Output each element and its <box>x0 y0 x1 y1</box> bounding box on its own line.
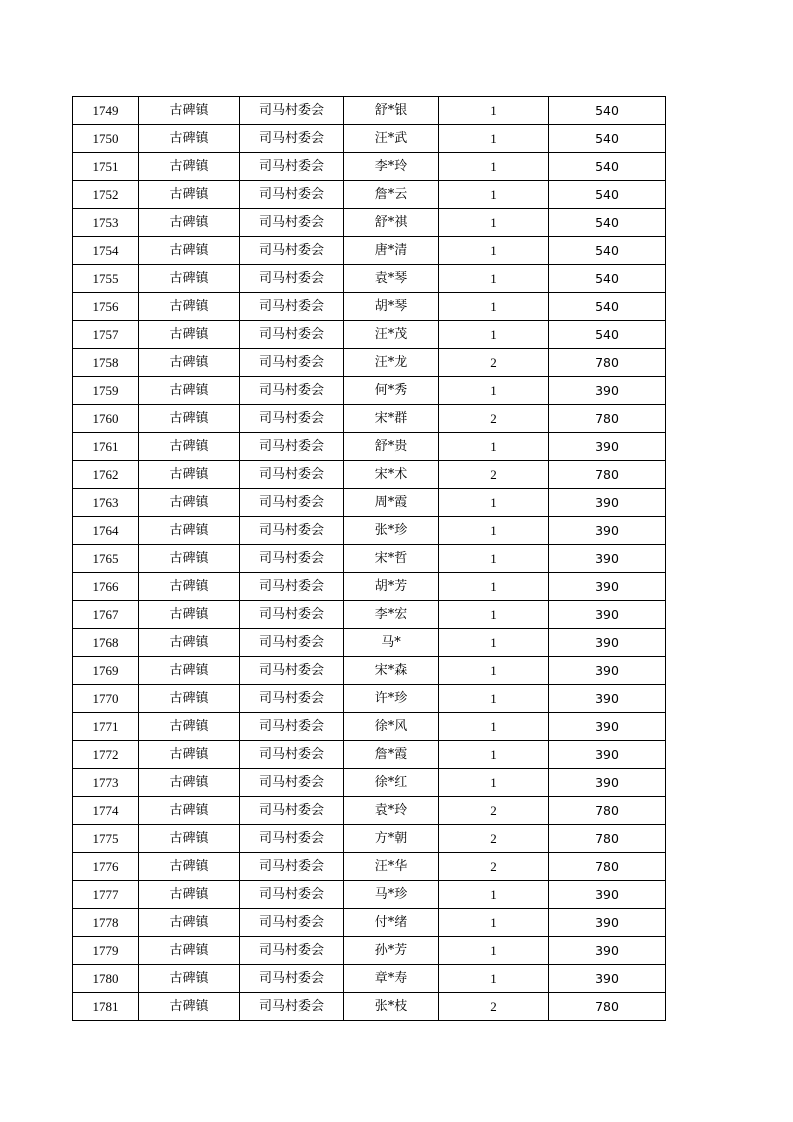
cell-count: 1 <box>439 237 549 265</box>
cell-person-name: 舒*祺 <box>344 209 439 237</box>
cell-count: 1 <box>439 657 549 685</box>
cell-serial-number: 1774 <box>73 797 139 825</box>
cell-town: 古碑镇 <box>139 573 240 601</box>
cell-village-committee: 司马村委会 <box>240 769 344 797</box>
cell-amount: 540 <box>549 181 666 209</box>
cell-serial-number: 1770 <box>73 685 139 713</box>
cell-amount: 390 <box>549 769 666 797</box>
cell-town: 古碑镇 <box>139 629 240 657</box>
cell-amount: 390 <box>549 965 666 993</box>
cell-person-name: 宋*术 <box>344 461 439 489</box>
cell-serial-number: 1768 <box>73 629 139 657</box>
cell-amount: 390 <box>549 489 666 517</box>
cell-count: 1 <box>439 741 549 769</box>
table-row <box>73 433 666 461</box>
cell-village-committee: 司马村委会 <box>240 713 344 741</box>
cell-amount: 390 <box>549 713 666 741</box>
table-row <box>73 937 666 965</box>
cell-count: 1 <box>439 601 549 629</box>
cell-person-name: 方*朝 <box>344 825 439 853</box>
cell-village-committee: 司马村委会 <box>240 937 344 965</box>
cell-village-committee: 司马村委会 <box>240 657 344 685</box>
cell-person-name: 马*珍 <box>344 881 439 909</box>
cell-village-committee: 司马村委会 <box>240 349 344 377</box>
cell-amount: 390 <box>549 545 666 573</box>
cell-person-name: 付*绪 <box>344 909 439 937</box>
beneficiary-table <box>72 96 666 1021</box>
cell-village-committee: 司马村委会 <box>240 125 344 153</box>
cell-serial-number: 1776 <box>73 853 139 881</box>
cell-amount: 390 <box>549 937 666 965</box>
cell-person-name: 胡*芳 <box>344 573 439 601</box>
table-row <box>73 181 666 209</box>
cell-person-name: 张*珍 <box>344 517 439 545</box>
cell-person-name: 孙*芳 <box>344 937 439 965</box>
cell-serial-number: 1753 <box>73 209 139 237</box>
cell-amount: 780 <box>549 405 666 433</box>
cell-town: 古碑镇 <box>139 125 240 153</box>
cell-count: 1 <box>439 125 549 153</box>
cell-serial-number: 1775 <box>73 825 139 853</box>
cell-person-name: 张*枝 <box>344 993 439 1021</box>
cell-count: 1 <box>439 713 549 741</box>
cell-village-committee: 司马村委会 <box>240 321 344 349</box>
cell-village-committee: 司马村委会 <box>240 265 344 293</box>
cell-amount: 390 <box>549 573 666 601</box>
cell-count: 2 <box>439 853 549 881</box>
table-row <box>73 237 666 265</box>
table-row <box>73 713 666 741</box>
cell-serial-number: 1754 <box>73 237 139 265</box>
cell-person-name: 胡*琴 <box>344 293 439 321</box>
cell-person-name: 唐*清 <box>344 237 439 265</box>
cell-amount: 390 <box>549 741 666 769</box>
cell-village-committee: 司马村委会 <box>240 853 344 881</box>
cell-person-name: 宋*森 <box>344 657 439 685</box>
cell-serial-number: 1766 <box>73 573 139 601</box>
cell-serial-number: 1769 <box>73 657 139 685</box>
cell-town: 古碑镇 <box>139 545 240 573</box>
cell-town: 古碑镇 <box>139 937 240 965</box>
cell-town: 古碑镇 <box>139 405 240 433</box>
cell-village-committee: 司马村委会 <box>240 685 344 713</box>
cell-person-name: 何*秀 <box>344 377 439 405</box>
cell-person-name: 詹*霞 <box>344 741 439 769</box>
cell-serial-number: 1767 <box>73 601 139 629</box>
cell-town: 古碑镇 <box>139 657 240 685</box>
cell-person-name: 宋*哲 <box>344 545 439 573</box>
cell-town: 古碑镇 <box>139 489 240 517</box>
cell-village-committee: 司马村委会 <box>240 153 344 181</box>
cell-town: 古碑镇 <box>139 293 240 321</box>
cell-village-committee: 司马村委会 <box>240 405 344 433</box>
table-row <box>73 853 666 881</box>
cell-town: 古碑镇 <box>139 97 240 125</box>
cell-village-committee: 司马村委会 <box>240 825 344 853</box>
table-row <box>73 881 666 909</box>
table-row <box>73 97 666 125</box>
cell-count: 2 <box>439 993 549 1021</box>
cell-person-name: 李*宏 <box>344 601 439 629</box>
cell-town: 古碑镇 <box>139 153 240 181</box>
cell-serial-number: 1764 <box>73 517 139 545</box>
cell-village-committee: 司马村委会 <box>240 237 344 265</box>
cell-town: 古碑镇 <box>139 881 240 909</box>
cell-serial-number: 1762 <box>73 461 139 489</box>
cell-count: 1 <box>439 909 549 937</box>
cell-amount: 390 <box>549 517 666 545</box>
cell-town: 古碑镇 <box>139 909 240 937</box>
cell-amount: 390 <box>549 629 666 657</box>
table-row <box>73 909 666 937</box>
cell-village-committee: 司马村委会 <box>240 629 344 657</box>
cell-person-name: 詹*云 <box>344 181 439 209</box>
cell-town: 古碑镇 <box>139 321 240 349</box>
cell-serial-number: 1758 <box>73 349 139 377</box>
cell-person-name: 汪*茂 <box>344 321 439 349</box>
cell-serial-number: 1760 <box>73 405 139 433</box>
cell-village-committee: 司马村委会 <box>240 209 344 237</box>
cell-serial-number: 1752 <box>73 181 139 209</box>
cell-serial-number: 1773 <box>73 769 139 797</box>
cell-count: 1 <box>439 433 549 461</box>
cell-count: 1 <box>439 881 549 909</box>
cell-serial-number: 1749 <box>73 97 139 125</box>
table-row <box>73 993 666 1021</box>
cell-person-name: 汪*龙 <box>344 349 439 377</box>
cell-person-name: 袁*玲 <box>344 797 439 825</box>
cell-village-committee: 司马村委会 <box>240 573 344 601</box>
cell-village-committee: 司马村委会 <box>240 545 344 573</box>
table-row <box>73 573 666 601</box>
cell-amount: 540 <box>549 125 666 153</box>
cell-town: 古碑镇 <box>139 181 240 209</box>
cell-count: 1 <box>439 265 549 293</box>
cell-amount: 780 <box>549 349 666 377</box>
cell-serial-number: 1751 <box>73 153 139 181</box>
cell-amount: 540 <box>549 97 666 125</box>
cell-count: 1 <box>439 573 549 601</box>
cell-amount: 390 <box>549 433 666 461</box>
cell-count: 1 <box>439 321 549 349</box>
cell-town: 古碑镇 <box>139 517 240 545</box>
table-row <box>73 769 666 797</box>
cell-village-committee: 司马村委会 <box>240 293 344 321</box>
cell-count: 1 <box>439 937 549 965</box>
table-row <box>73 825 666 853</box>
cell-amount: 780 <box>549 993 666 1021</box>
cell-village-committee: 司马村委会 <box>240 97 344 125</box>
cell-town: 古碑镇 <box>139 853 240 881</box>
cell-person-name: 徐*风 <box>344 713 439 741</box>
cell-count: 1 <box>439 181 549 209</box>
cell-serial-number: 1780 <box>73 965 139 993</box>
cell-town: 古碑镇 <box>139 741 240 769</box>
cell-amount: 390 <box>549 377 666 405</box>
cell-town: 古碑镇 <box>139 265 240 293</box>
cell-person-name: 周*霞 <box>344 489 439 517</box>
cell-serial-number: 1781 <box>73 993 139 1021</box>
cell-town: 古碑镇 <box>139 965 240 993</box>
cell-town: 古碑镇 <box>139 797 240 825</box>
cell-person-name: 李*玲 <box>344 153 439 181</box>
cell-town: 古碑镇 <box>139 769 240 797</box>
table-row <box>73 461 666 489</box>
cell-count: 1 <box>439 489 549 517</box>
table-row <box>73 741 666 769</box>
cell-person-name: 徐*红 <box>344 769 439 797</box>
cell-village-committee: 司马村委会 <box>240 433 344 461</box>
cell-count: 1 <box>439 769 549 797</box>
cell-town: 古碑镇 <box>139 713 240 741</box>
cell-amount: 540 <box>549 237 666 265</box>
cell-serial-number: 1779 <box>73 937 139 965</box>
cell-amount: 780 <box>549 825 666 853</box>
cell-count: 1 <box>439 293 549 321</box>
cell-serial-number: 1761 <box>73 433 139 461</box>
cell-count: 1 <box>439 545 549 573</box>
cell-count: 1 <box>439 965 549 993</box>
cell-town: 古碑镇 <box>139 433 240 461</box>
table-row <box>73 797 666 825</box>
cell-amount: 540 <box>549 293 666 321</box>
cell-count: 2 <box>439 349 549 377</box>
table-row <box>73 293 666 321</box>
cell-village-committee: 司马村委会 <box>240 377 344 405</box>
cell-serial-number: 1765 <box>73 545 139 573</box>
table-row <box>73 405 666 433</box>
cell-person-name: 马* <box>344 629 439 657</box>
cell-serial-number: 1755 <box>73 265 139 293</box>
cell-serial-number: 1772 <box>73 741 139 769</box>
cell-village-committee: 司马村委会 <box>240 881 344 909</box>
cell-person-name: 汪*武 <box>344 125 439 153</box>
cell-amount: 780 <box>549 797 666 825</box>
cell-count: 1 <box>439 97 549 125</box>
cell-person-name: 袁*琴 <box>344 265 439 293</box>
table-row <box>73 965 666 993</box>
table-row <box>73 657 666 685</box>
cell-village-committee: 司马村委会 <box>240 741 344 769</box>
cell-serial-number: 1778 <box>73 909 139 937</box>
cell-amount: 540 <box>549 153 666 181</box>
cell-amount: 540 <box>549 265 666 293</box>
table-row <box>73 321 666 349</box>
cell-count: 1 <box>439 377 549 405</box>
cell-count: 2 <box>439 797 549 825</box>
cell-serial-number: 1763 <box>73 489 139 517</box>
cell-amount: 390 <box>549 909 666 937</box>
cell-count: 2 <box>439 825 549 853</box>
cell-amount: 540 <box>549 321 666 349</box>
cell-count: 1 <box>439 209 549 237</box>
cell-amount: 780 <box>549 461 666 489</box>
cell-town: 古碑镇 <box>139 349 240 377</box>
cell-amount: 390 <box>549 601 666 629</box>
table-row <box>73 601 666 629</box>
table-row <box>73 209 666 237</box>
cell-town: 古碑镇 <box>139 601 240 629</box>
cell-person-name: 宋*群 <box>344 405 439 433</box>
table-row <box>73 125 666 153</box>
cell-village-committee: 司马村委会 <box>240 797 344 825</box>
cell-count: 1 <box>439 685 549 713</box>
cell-serial-number: 1757 <box>73 321 139 349</box>
cell-serial-number: 1777 <box>73 881 139 909</box>
cell-person-name: 汪*华 <box>344 853 439 881</box>
cell-town: 古碑镇 <box>139 461 240 489</box>
table-row <box>73 377 666 405</box>
cell-person-name: 舒*银 <box>344 97 439 125</box>
cell-person-name: 章*寿 <box>344 965 439 993</box>
table-row <box>73 153 666 181</box>
table-row <box>73 489 666 517</box>
cell-town: 古碑镇 <box>139 237 240 265</box>
table-row <box>73 545 666 573</box>
cell-village-committee: 司马村委会 <box>240 993 344 1021</box>
cell-village-committee: 司马村委会 <box>240 909 344 937</box>
cell-village-committee: 司马村委会 <box>240 461 344 489</box>
cell-village-committee: 司马村委会 <box>240 965 344 993</box>
cell-amount: 390 <box>549 685 666 713</box>
cell-town: 古碑镇 <box>139 993 240 1021</box>
cell-count: 1 <box>439 517 549 545</box>
cell-serial-number: 1756 <box>73 293 139 321</box>
cell-town: 古碑镇 <box>139 825 240 853</box>
cell-village-committee: 司马村委会 <box>240 489 344 517</box>
table-body <box>73 97 666 1021</box>
cell-town: 古碑镇 <box>139 377 240 405</box>
cell-village-committee: 司马村委会 <box>240 181 344 209</box>
cell-person-name: 许*珍 <box>344 685 439 713</box>
cell-amount: 390 <box>549 657 666 685</box>
cell-count: 2 <box>439 461 549 489</box>
cell-count: 1 <box>439 153 549 181</box>
cell-town: 古碑镇 <box>139 685 240 713</box>
cell-count: 2 <box>439 405 549 433</box>
cell-serial-number: 1750 <box>73 125 139 153</box>
cell-amount: 780 <box>549 853 666 881</box>
cell-count: 1 <box>439 629 549 657</box>
table-row <box>73 629 666 657</box>
table-row <box>73 517 666 545</box>
cell-town: 古碑镇 <box>139 209 240 237</box>
cell-person-name: 舒*贵 <box>344 433 439 461</box>
cell-village-committee: 司马村委会 <box>240 601 344 629</box>
cell-village-committee: 司马村委会 <box>240 517 344 545</box>
cell-serial-number: 1759 <box>73 377 139 405</box>
cell-amount: 390 <box>549 881 666 909</box>
cell-amount: 540 <box>549 209 666 237</box>
cell-serial-number: 1771 <box>73 713 139 741</box>
table-row <box>73 685 666 713</box>
table-row <box>73 349 666 377</box>
table-row <box>73 265 666 293</box>
